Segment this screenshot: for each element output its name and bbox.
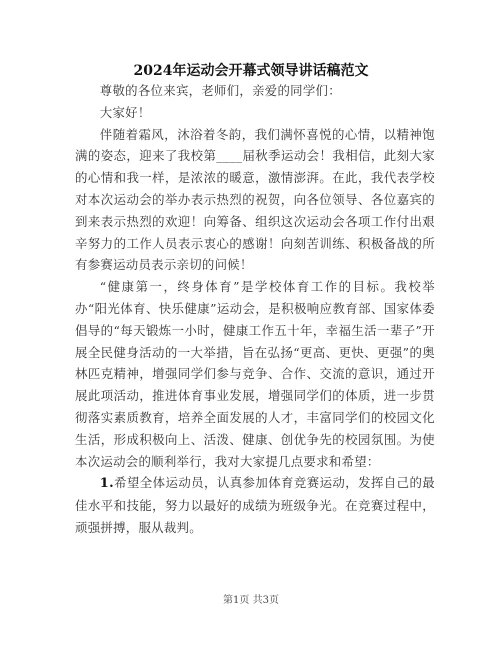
item-text: 希望全体运动员，认真参加体育竞赛运动，发挥自己的最佳水平和技能，努力以最好的成绩为班级争光。在竞赛过程中，顽强拼搏，服从裁判。 — [75, 475, 435, 535]
paragraph-opening: 伴随着霜风，沐浴着冬韵，我们满怀喜悦的心情，以精神饱满的姿态，迎来了我校第____届秋季运动会！我相信，此刻大家的心情和我一样，是浓浓的暖意，激情澎湃。在此，我代表学校对本次运动会的举办表示热烈的祝贺，向各位领导、各位嘉宾的到来表示热烈的欢迎！向筹备、组织这次运动会各项工作付出艰辛努力的工作人员表示衷心的感谢！向刻苦训练、积极备战的所有参赛运动员表示亲切的问候！ — [75, 126, 435, 273]
numbered-item — [75, 472, 435, 538]
document-body — [75, 80, 435, 539]
document-title: 2024年运动会开幕式领导讲话稿范文 — [133, 63, 369, 79]
greeting: 大家好！ — [99, 104, 151, 120]
page-footer: 第1页 共3页 — [223, 595, 279, 606]
item-number: 1. — [99, 476, 114, 492]
paragraph-goals: “健康第一，终身体育”是学校体育工作的目标。我校举办“阳光体育、快乐健康”运动会，是积极响应教育部、国家体委倡导的“每天锻炼一小时，健康工作五十年，幸福生活一辈子”开展全民健身活动的一大举措，旨在弘扬“更高、更快、更强”的奥林匹克精神，增强同学们参与竞争、合作、交流的意识，通过开展此项活动，推进体育事业发展，增强同学们的体质，进一步贯彻落实素质教育，培养全面发展的人才，丰富同学们的校园文化生活，形成积极向上、活泼、健康、创优争先的校园氛围。为使本次运动会的顺利举行，我对大家提几点要求和希望： — [75, 279, 435, 469]
salutation: 尊敬的各位来宾，老师们，亲爱的同学们： — [99, 83, 341, 98]
